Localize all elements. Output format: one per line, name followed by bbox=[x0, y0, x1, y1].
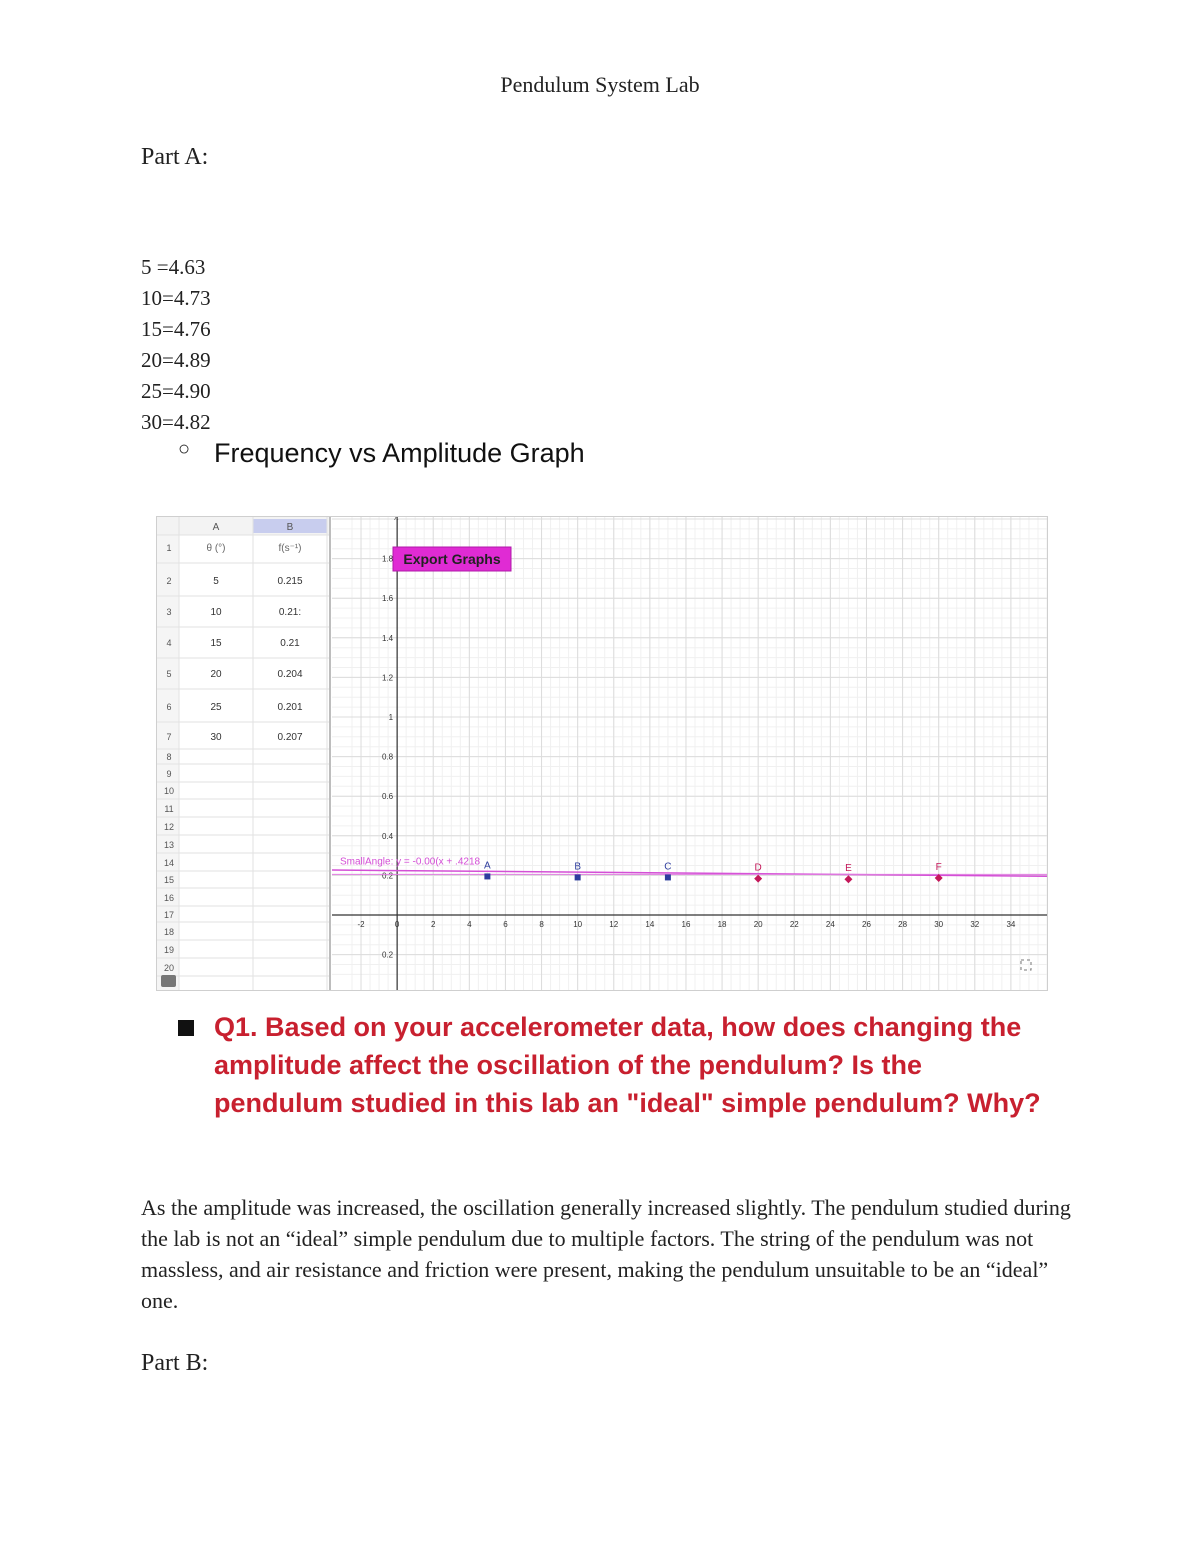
data-point-e[interactable] bbox=[844, 875, 852, 883]
x-tick-label: 14 bbox=[645, 920, 655, 929]
data-point-label: A bbox=[484, 860, 491, 872]
y-axis-arrow-icon: ^ bbox=[394, 517, 399, 525]
circle-bullet-icon: ○ bbox=[178, 438, 191, 460]
document-title: Pendulum System Lab bbox=[500, 72, 700, 97]
data-point-c[interactable] bbox=[665, 874, 671, 880]
y-tick-label: 0.8 bbox=[382, 752, 394, 762]
data-point-b[interactable] bbox=[575, 874, 581, 880]
row-number[interactable]: 20 bbox=[163, 963, 175, 973]
row-number[interactable]: 5 bbox=[166, 669, 172, 679]
row-number[interactable]: 15 bbox=[163, 875, 175, 885]
question-row bbox=[178, 1008, 1044, 1122]
cell-b[interactable]: 0.207 bbox=[277, 732, 303, 743]
graph-view bbox=[332, 517, 1047, 990]
square-bullet-icon bbox=[178, 1020, 194, 1036]
row-number[interactable]: 16 bbox=[163, 893, 175, 903]
data-point-a[interactable] bbox=[484, 873, 490, 879]
row-number[interactable]: 17 bbox=[163, 910, 175, 920]
x-tick-label: 26 bbox=[862, 920, 871, 929]
x-tick-label: 8 bbox=[539, 920, 544, 929]
row-number[interactable]: 2 bbox=[166, 576, 172, 586]
cell-b[interactable]: 0.21 bbox=[280, 638, 300, 649]
data-point-label: C bbox=[664, 861, 672, 873]
x-tick-label: 6 bbox=[503, 920, 508, 929]
data-line: 25=4.90 bbox=[141, 379, 211, 403]
x-tick-label: 12 bbox=[609, 920, 619, 929]
row-number[interactable]: 3 bbox=[166, 607, 172, 617]
data-point-label: D bbox=[754, 862, 762, 874]
data-point-label: E bbox=[845, 863, 852, 875]
row-number[interactable]: 7 bbox=[166, 732, 172, 742]
x-tick-label: 24 bbox=[825, 920, 835, 929]
y-tick-label: 1.2 bbox=[382, 673, 394, 683]
spreadsheet-view bbox=[157, 517, 331, 990]
row-number[interactable]: 6 bbox=[166, 702, 172, 712]
row-number[interactable]: 1 bbox=[166, 543, 172, 553]
row-number[interactable]: 19 bbox=[163, 945, 175, 955]
row-number[interactable]: 18 bbox=[163, 927, 175, 937]
data-point-label: B bbox=[574, 861, 581, 873]
row-number[interactable]: 10 bbox=[163, 786, 175, 796]
cell-a[interactable]: 25 bbox=[210, 702, 222, 713]
cell-b[interactable]: 0.21: bbox=[278, 607, 302, 618]
row-number[interactable]: 14 bbox=[163, 858, 175, 868]
fit-equation-label: SmallAngle: y = -0.00(x + .4218 bbox=[340, 856, 481, 868]
part-b-heading: Part B: bbox=[141, 1350, 209, 1376]
data-line: 20=4.89 bbox=[141, 348, 211, 372]
y-tick-label: 1.4 bbox=[382, 633, 394, 643]
data-point-label: F bbox=[935, 862, 942, 874]
y-tick-label: 0.2 bbox=[382, 950, 394, 960]
x-tick-label: 16 bbox=[681, 920, 691, 929]
x-tick-label: 20 bbox=[753, 920, 763, 929]
x-tick-label: 10 bbox=[573, 920, 583, 929]
graph-canvas[interactable] bbox=[332, 517, 1047, 990]
row-number[interactable]: 9 bbox=[166, 769, 172, 779]
cell-b[interactable]: 0.204 bbox=[277, 669, 303, 680]
part-a-heading: Part A: bbox=[141, 144, 209, 170]
data-line: 15=4.76 bbox=[141, 317, 211, 341]
y-tick-label: 0.4 bbox=[382, 831, 394, 841]
y-tick-label: 1.6 bbox=[382, 594, 394, 604]
x-tick-label: 22 bbox=[789, 920, 799, 929]
data-lines bbox=[141, 252, 211, 438]
cell-a[interactable]: 10 bbox=[210, 607, 222, 618]
answer-paragraph: As the amplitude was increased, the oscillation generally increased slightly. The pendulum studied during the lab is not an “ideal” simple pendulum due to multiple factors. The string of the pendulum was not massless, and air resistance and friction were present, making the pendulum unsuitable to be an “ideal” one. bbox=[141, 1195, 1071, 1313]
cell-a[interactable]: 5 bbox=[213, 576, 219, 587]
x-tick-label: 30 bbox=[934, 920, 944, 929]
header-cell-a[interactable]: θ (°) bbox=[206, 543, 226, 554]
cell-b[interactable]: 0.215 bbox=[277, 576, 303, 587]
x-tick-label: -2 bbox=[357, 920, 365, 929]
row-number[interactable]: 4 bbox=[166, 638, 172, 648]
x-tick-label: 34 bbox=[1006, 920, 1016, 929]
y-tick-label: 0.6 bbox=[382, 792, 394, 802]
row-number[interactable]: 11 bbox=[164, 804, 174, 814]
keyboard-icon[interactable] bbox=[161, 975, 176, 987]
graph-caption: Frequency vs Amplitude Graph bbox=[214, 438, 585, 468]
x-tick-label: 0 bbox=[394, 920, 400, 929]
cell-b[interactable]: 0.201 bbox=[277, 702, 303, 713]
data-line: 30=4.82 bbox=[141, 410, 211, 434]
col-header-a[interactable]: A bbox=[212, 522, 220, 533]
cell-a[interactable]: 30 bbox=[210, 732, 222, 743]
x-tick-label: 2 bbox=[431, 920, 436, 929]
x-tick-label: 32 bbox=[970, 920, 980, 929]
question-q1: Q1. Based on your accelerometer data, how does changing the amplitude affect the oscillation of the pendulum? Is the pendulum studied in this lab an "ideal" simple pendulum? Why? bbox=[214, 1012, 1041, 1118]
y-tick-label: 1 bbox=[388, 713, 394, 722]
y-tick-label: 1.8 bbox=[382, 554, 394, 564]
cell-a[interactable]: 15 bbox=[210, 638, 222, 649]
x-tick-label: 4 bbox=[467, 920, 472, 929]
graph-caption-row bbox=[178, 438, 585, 469]
spreadsheet-grid bbox=[157, 517, 329, 990]
row-number[interactable]: 13 bbox=[163, 840, 175, 850]
data-line: 5 =4.63 bbox=[141, 255, 206, 279]
row-number[interactable]: 8 bbox=[166, 752, 172, 762]
geogebra-screenshot bbox=[156, 516, 1048, 991]
x-tick-label: 18 bbox=[717, 920, 727, 929]
x-tick-label: 28 bbox=[898, 920, 908, 929]
header-cell-b[interactable]: f(s⁻¹) bbox=[278, 543, 302, 554]
data-line: 10=4.73 bbox=[141, 286, 211, 310]
row-number[interactable]: 12 bbox=[163, 822, 175, 832]
y-tick-label: 0.2 bbox=[382, 871, 394, 881]
col-header-b[interactable]: B bbox=[286, 522, 294, 533]
export-graphs-label[interactable]: Export Graphs bbox=[403, 551, 501, 567]
cell-a[interactable]: 20 bbox=[210, 669, 222, 680]
